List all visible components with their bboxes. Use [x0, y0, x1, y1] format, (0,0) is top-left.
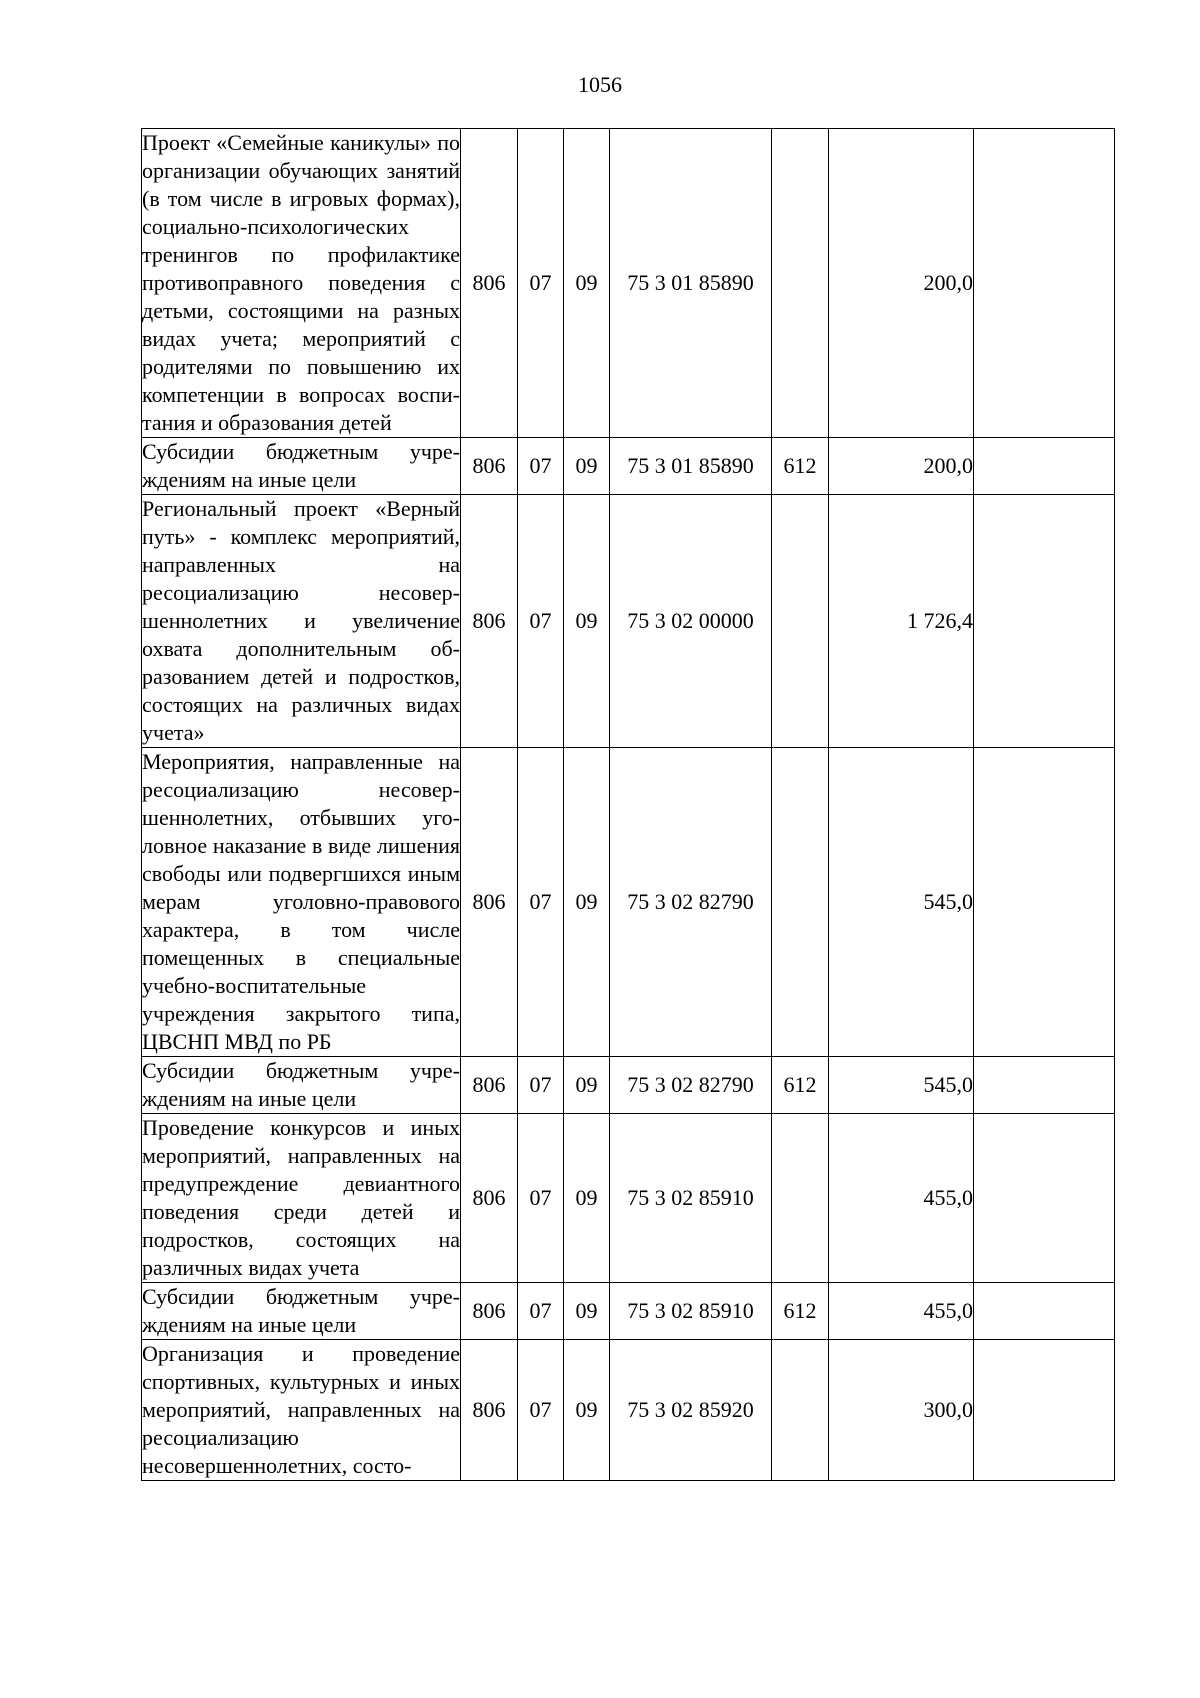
- subsection-code: 09: [564, 1340, 610, 1481]
- extra-cell: [974, 748, 1115, 1057]
- row-name: Субсидии бюджетным учреждениям на иные цели: [142, 438, 461, 495]
- extra-cell: [974, 495, 1115, 748]
- target-article-code: 75 3 02 85920: [610, 1340, 772, 1481]
- subsection-code: 09: [564, 1057, 610, 1114]
- subsection-code: 09: [564, 748, 610, 1057]
- amount: 545,0: [829, 748, 974, 1057]
- row-name: Мероприятия, направленные на ресоциализацию несовершеннолетних, отбывших уголовное наказание в виде лишения свободы или подвергшихся иным мерам уголовно-правового характера, в том числе помещенных в специальные учебно-воспитательные учреждения закрытого типа, ЦВСНП МВД по РБ: [142, 748, 461, 1057]
- amount: 200,0: [829, 129, 974, 438]
- table-row: [142, 129, 1115, 438]
- extra-cell: [974, 129, 1115, 438]
- table-row: [142, 1114, 1115, 1283]
- extra-cell: [974, 1114, 1115, 1283]
- amount: 1 726,4: [829, 495, 974, 748]
- extra-cell: [974, 1057, 1115, 1114]
- ministry-code: 806: [461, 1283, 518, 1340]
- section-code: 07: [518, 1340, 564, 1481]
- amount: 455,0: [829, 1283, 974, 1340]
- section-code: 07: [518, 495, 564, 748]
- target-article-code: 75 3 02 85910: [610, 1283, 772, 1340]
- row-name: Проведение конкурсов и иных мероприятий, направленных на предупреждение девиантного поведения среди детей и подростков, состоящих на различных видах учета: [142, 1114, 461, 1283]
- target-article-code: 75 3 02 85910: [610, 1114, 772, 1283]
- ministry-code: 806: [461, 748, 518, 1057]
- budget-table: [141, 128, 1115, 1481]
- subsection-code: 09: [564, 495, 610, 748]
- expense-type-code: [772, 1340, 829, 1481]
- ministry-code: 806: [461, 129, 518, 438]
- table-row: [142, 1340, 1115, 1481]
- amount: 545,0: [829, 1057, 974, 1114]
- subsection-code: 09: [564, 438, 610, 495]
- target-article-code: 75 3 01 85890: [610, 438, 772, 495]
- extra-cell: [974, 1340, 1115, 1481]
- target-article-code: 75 3 02 00000: [610, 495, 772, 748]
- expense-type-code: [772, 748, 829, 1057]
- subsection-code: 09: [564, 129, 610, 438]
- row-name: Субсидии бюджетным учреждениям на иные цели: [142, 1057, 461, 1114]
- row-name: Региональный проект «Верный путь» - комплекс мероприятий, направленных на ресоциализацию несовершеннолетних и увеличение охвата дополнительным образованием детей и подростков, состоящих на различных видах учета»: [142, 495, 461, 748]
- table-row: [142, 1057, 1115, 1114]
- row-name: Субсидии бюджетным учреждениям на иные цели: [142, 1283, 461, 1340]
- section-code: 07: [518, 1057, 564, 1114]
- ministry-code: 806: [461, 495, 518, 748]
- section-code: 07: [518, 1114, 564, 1283]
- subsection-code: 09: [564, 1283, 610, 1340]
- section-code: 07: [518, 129, 564, 438]
- ministry-code: 806: [461, 1114, 518, 1283]
- table-row: [142, 748, 1115, 1057]
- table-row: [142, 438, 1115, 495]
- expense-type-code: [772, 129, 829, 438]
- amount: 455,0: [829, 1114, 974, 1283]
- expense-type-code: 612: [772, 1057, 829, 1114]
- extra-cell: [974, 1283, 1115, 1340]
- table-row: [142, 495, 1115, 748]
- amount: 300,0: [829, 1340, 974, 1481]
- table-body: [142, 129, 1115, 1481]
- expense-type-code: [772, 1114, 829, 1283]
- expense-type-code: [772, 495, 829, 748]
- ministry-code: 806: [461, 1340, 518, 1481]
- extra-cell: [974, 438, 1115, 495]
- target-article-code: 75 3 02 82790: [610, 1057, 772, 1114]
- section-code: 07: [518, 1283, 564, 1340]
- amount: 200,0: [829, 438, 974, 495]
- section-code: 07: [518, 438, 564, 495]
- expense-type-code: 612: [772, 438, 829, 495]
- ministry-code: 806: [461, 1057, 518, 1114]
- target-article-code: 75 3 02 82790: [610, 748, 772, 1057]
- page-number: 1056: [578, 72, 622, 97]
- table-row: [142, 1283, 1115, 1340]
- row-name: Организация и проведение спортивных, культурных и иных мероприятий, направленных на ресоциализацию несовершеннолетних, состо-: [142, 1340, 461, 1481]
- target-article-code: 75 3 01 85890: [610, 129, 772, 438]
- section-code: 07: [518, 748, 564, 1057]
- expense-type-code: 612: [772, 1283, 829, 1340]
- ministry-code: 806: [461, 438, 518, 495]
- subsection-code: 09: [564, 1114, 610, 1283]
- row-name: Проект «Семейные каникулы» по организации обучающих занятий (в том числе в игровых формах), социально-психологических тренингов по профилактике противоправного поведения с детьми, состоящими на разных видах учета; мероприятий с родителями по повышению их компетенции в вопросах воспитания и образования детей: [142, 129, 461, 438]
